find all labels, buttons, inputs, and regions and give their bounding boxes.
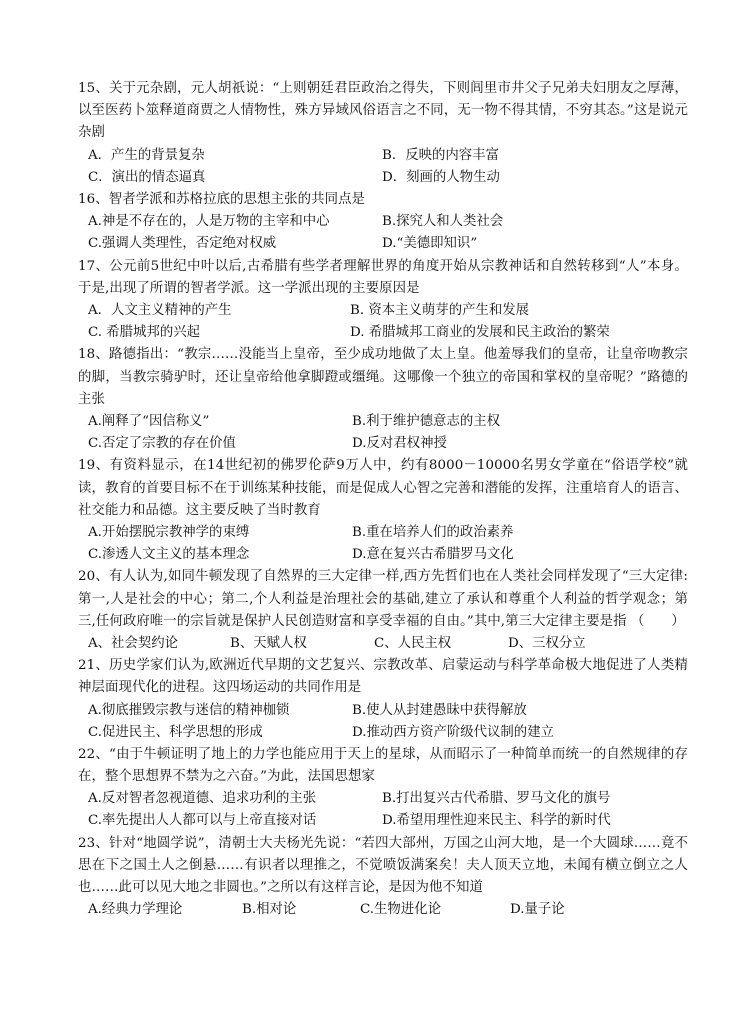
option-row [78, 700, 688, 722]
option-d: D、三权分立 [508, 635, 586, 651]
option-c: C.强调人类理性，否定绝对权威 [88, 236, 277, 252]
option-row [78, 211, 688, 233]
option-c: C．演出的情态逼真 [88, 169, 206, 185]
option-b: B.利于维护德意志的主权 [352, 413, 501, 429]
question-stem: 20、有人认为,如同牛顿发现了自然界的三大定律一样,西方先哲们也在人类社会同样发现了“三大定律:第一,人是社会的中心；第二,个人利益是治理社会的基础,建立了承认和尊重个人利益的哲学观念；第三,任何政府唯一的宗旨就是保护人民创造财富和享受幸福的自由。”其中,第三大定律主要是指 （ ） [78, 569, 688, 629]
question-stem: 15、关于元杂剧，元人胡祇说：“上则朝廷君臣政治之得失，下则闾里市井父子兄弟夫妇朋友之厚薄，以至医药卜筮释道商贾之人情物性，殊方异域风俗语言之不同，无一物不得其情，不穷其态。”这是说元杂剧 [78, 81, 688, 141]
option-a: A.神是不存在的，人是万物的主宰和中心 [88, 214, 330, 230]
option-c: C.生物进化论 [360, 902, 441, 918]
option-b: B.相对论 [242, 902, 297, 918]
option-row [78, 633, 688, 655]
question-21 [78, 655, 688, 744]
option-row [78, 233, 688, 255]
question-stem: 17、公元前5世纪中叶以后,古希腊有些学者理解世界的角度开始从宗教神话和自然转移到“人”本身。于是,出现了所谓的智者学派。这一学派出现的主要原因是 [78, 258, 688, 296]
option-row [78, 788, 688, 810]
option-row [78, 544, 688, 566]
option-d: D．刻画的人物生动 [382, 169, 500, 185]
option-row [78, 322, 688, 344]
option-row [78, 722, 688, 744]
question-stem: 21、历史学家们认为,欧洲近代早期的文艺复兴、宗教改革、启蒙运动与科学革命极大地促进了人类精神层面现代化的进程。这四场运动的共同作用是 [78, 658, 688, 696]
option-b: B.打出复兴古代希腊、罗马文化的旗号 [382, 791, 611, 807]
option-a: A.经典力学理论 [88, 902, 183, 918]
option-b: B. 资本主义萌芽的产生和发展 [350, 302, 530, 318]
option-b: B．反映的内容丰富 [382, 147, 499, 163]
option-a: A.反对智者忽视道德、追求功利的主张 [88, 791, 317, 807]
option-row [78, 433, 688, 455]
option-d: D.量子论 [510, 902, 565, 918]
option-d: D.反对君权神授 [352, 436, 447, 452]
question-stem: 22、“由于牛顿证明了地上的力学也能应用于天上的星球，从而昭示了一种简单而统一的自然规律的存在，整个思想界不禁为之六奋。”为此，法国思想家 [78, 746, 688, 785]
option-row [78, 899, 688, 921]
question-16 [78, 189, 688, 256]
question-19 [78, 455, 688, 566]
option-b: B、天赋人权 [230, 635, 307, 651]
question-stem: 16、智者学派和苏格拉底的思想主张的共同点是 [78, 191, 366, 207]
option-a: A.开始摆脱宗教神学的束缚 [88, 524, 250, 540]
option-a: A.阐释了“因信称义” [88, 413, 210, 429]
option-c: C.渗透人文主义的基本理念 [88, 547, 250, 563]
option-c: C. 希腊城邦的兴起 [88, 325, 201, 341]
question-stem: 18、路德指出：“教宗……没能当上皇帝，至少成功地做了太上皇。他羞辱我们的皇帝，让皇帝吻教宗的脚，当教宗骑驴时，还让皇帝给他拿脚蹬或缰绳。这哪像一个独立的帝国和掌权的皇帝呢？”路德的主张 [78, 347, 688, 407]
option-d: D.希望用理性迎来民主、科学的新时代 [382, 813, 611, 829]
option-row [78, 810, 688, 832]
option-b: B.使人从封建愚昧中获得解放 [352, 702, 527, 718]
option-c: C.促进民主、科学思想的形成 [88, 724, 263, 740]
option-row [78, 522, 688, 544]
question-20 [78, 566, 688, 655]
option-b: B.重在培养人们的政治素养 [352, 524, 514, 540]
option-c: C.否定了宗教的存在价值 [88, 436, 236, 452]
exam-page [78, 78, 688, 921]
option-d: D.推动西方资产阶级代议制的建立 [352, 724, 554, 740]
question-stem: 19、有资料显示，在14世纪初的佛罗伦萨9万人中，约有8000－10000名男女学童在“俗语学校”就读，教育的首要目标不在于训练某种技能，而是促成人心智之完善和潜能的发挥，注重培育人的语言、社交能力和品德。这主要反映了当时教育 [78, 458, 688, 518]
question-23 [78, 833, 688, 922]
option-row [78, 145, 688, 167]
option-d: D.意在复兴古希腊罗马文化 [352, 547, 514, 563]
question-17 [78, 256, 688, 345]
question-stem: 23、针对“地圆学说”，清朝士大夫杨光先说：“若四大部州，万国之山河大地，是一个大圆球……竟不思在下之国土人之倒悬……有识者以理推之，不觉喷饭满案矣！夫人顶天立地，未闻有横立倒立之人也……此可以见大地之非圆也。”之所以有这样言论，是因为他不知道 [78, 835, 688, 896]
option-a: A．产生的背景复杂 [88, 147, 205, 163]
option-a: A.彻底摧毁宗教与迷信的精神枷锁 [88, 702, 290, 718]
option-row [78, 167, 688, 189]
option-row [78, 300, 688, 322]
option-c: C.率先提出人人都可以与上帝直接对话 [88, 813, 317, 829]
option-a: A．人文主义精神的产生 [88, 302, 232, 318]
question-22 [78, 744, 688, 833]
option-b: B.探究人和人类社会 [382, 214, 504, 230]
question-18 [78, 344, 688, 455]
option-c: C、人民主权 [374, 635, 452, 651]
option-row [78, 411, 688, 433]
option-d: D.“美德即知识” [382, 236, 478, 252]
option-a: A、社会契约论 [88, 635, 179, 651]
question-15 [78, 78, 688, 189]
option-d: D. 希腊城邦工商业的发展和民主政治的繁荣 [350, 325, 610, 341]
